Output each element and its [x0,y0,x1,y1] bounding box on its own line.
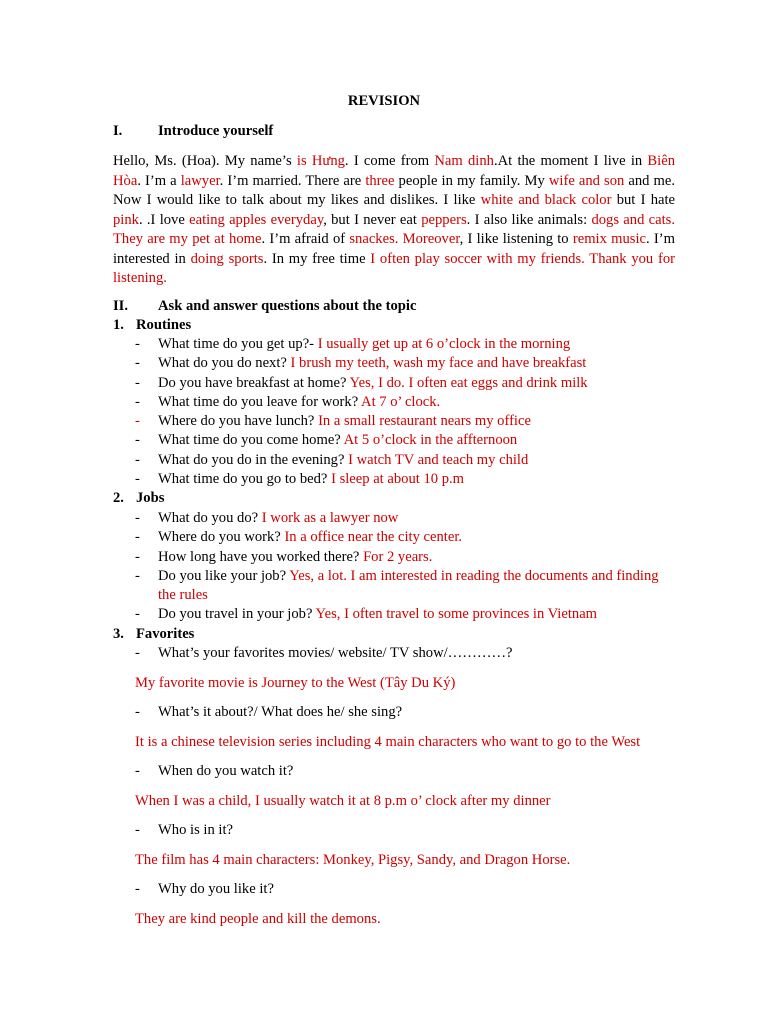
list-item [135,528,680,547]
subheading-title: Favorites [136,626,195,642]
subheading-title: Routines [136,317,192,333]
answer-text: dogs and cats. They are my pet at home [113,211,675,247]
section-heading-questions [113,297,416,317]
favorites-answer: The film has 4 main characters: Monkey, Pigsy, Sandy, and Dragon Horse. [135,852,571,868]
dash-bullet: - [135,763,140,779]
answer-text: At 5 o’clock in the affternoon [343,432,518,449]
answer-text: lawyer [180,172,220,189]
prompt-text: , I like listening to [459,231,573,247]
favorites-question [135,644,703,664]
answer-text: At 7 o’ clock. [361,393,441,410]
subheading-jobs [113,489,164,509]
prompt-text: Hello, Ms. (Hoa). My name’s [113,153,297,169]
list-item [135,431,680,450]
section-title: Ask and answer questions about the topic [158,298,417,314]
favorites-question [135,762,703,782]
prompt-text: . I’m afraid of [261,231,350,247]
list-item [135,509,680,528]
favorites-answer: It is a chinese television series including 4 main characters who want to go to the West [135,734,641,750]
question-text: What do you do? [158,510,262,526]
answer-text: white and black color [480,192,612,208]
question-text: Do you have breakfast at home? [158,374,350,391]
answer-text: I often play soccer with my friends. Thank you for listening. [113,250,675,286]
question-text: Where do you have lunch? [158,413,319,430]
answer-text: pink [113,211,139,228]
prompt-text: . I’m interested in [113,231,675,267]
answer-text: Yes, I often travel to some provinces in Vietnam [315,606,598,623]
dash-bullet: - [135,881,140,897]
answer-text: Biên Hòa [113,153,675,189]
dash-bullet: - [135,548,140,565]
prompt-text: but I hate [611,192,676,208]
question-text: Do you like your job? [158,567,290,584]
question-text: What time do you leave for work? [158,393,362,410]
dash-bullet: - [135,704,140,720]
dash-bullet: - [135,822,140,838]
question-text: What’s your favorites movies/ website/ TV show/…………? [158,645,513,661]
favorites-question [135,703,703,723]
question-text: What time do you come home? [158,432,344,449]
favorites-answer: When I was a child, I usually watch it at 8 p.m o’ clock after my dinner [135,793,551,809]
jobs-question-list [135,509,680,625]
list-item [135,605,680,624]
question-text: What’s it about?/ What does he/ she sing? [158,704,403,720]
question-text: What time do you get up?- [158,336,318,352]
list-item [135,393,680,412]
answer-text: eating apples everyday [189,211,324,228]
subheading-routines [113,316,191,336]
answer-text: snackes. Moreover [349,231,460,247]
prompt-text: and me. Now I would like to talk about my likes and dislikes. I like [113,172,675,208]
answer-text: I usually get up at 6 o’clock in the morning [317,336,571,352]
subheading-number: 3. [113,626,124,642]
answer-text: Yes, a lot. I am interested in reading the documents and finding the rules [158,567,659,604]
dash-bullet: - [135,393,140,410]
answer-text: three [365,172,395,189]
favorites-answer: My favorite movie is Journey to the West (Tây Du Ký) [135,675,456,691]
answer-text: In a office near the city center. [284,529,463,546]
page-title: REVISION [347,93,421,109]
list-item [135,470,680,489]
answer-text: I sleep at about 10 p.m [331,471,464,488]
question-text: Who is in it? [158,822,233,838]
answer-text: In a small restaurant nears my office [318,413,531,430]
routines-question-list [135,335,680,489]
answer-text: Nam dinh [434,153,494,169]
section-heading-introduce [113,122,273,142]
dash-bullet: - [135,355,140,372]
dash-bullet: - [135,374,140,391]
question-text: When do you watch it? [158,763,294,779]
list-item [135,374,680,393]
subheading-number: 2. [113,490,124,506]
question-text: Why do you like it? [158,881,274,897]
dash-bullet: - [135,606,140,623]
prompt-text: , but I never eat [323,211,422,228]
favorites-question [135,821,703,841]
question-text: What do you do in the evening? [158,451,349,468]
subheading-title: Jobs [136,490,165,506]
intro-paragraph [113,152,675,289]
question-text: How long have you worked there? [158,548,364,565]
answer-text: wife and son [548,172,625,189]
answer-text: is Hưng [296,153,345,169]
prompt-text: . I come from [344,153,435,169]
section-title: Introduce yourself [158,123,274,139]
dash-bullet: - [135,336,140,352]
answer-text: For 2 years. [363,548,433,565]
prompt-text: . I’m married. There are [219,172,366,189]
question-text: Do you travel in your job? [158,606,316,623]
list-item [135,354,680,373]
list-item [135,412,680,431]
answer-text: I watch TV and teach my child [348,451,529,468]
dash-bullet: - [135,471,140,488]
answer-text: I brush my teeth, wash my face and have breakfast [290,355,587,372]
list-item [135,567,680,606]
favorites-answer: They are kind people and kill the demons. [135,911,381,927]
answer-text: doing sports [190,250,264,267]
section-number: I. [113,123,123,139]
dash-bullet: - [135,567,140,584]
dash-bullet: - [135,413,140,430]
section-number: II. [113,298,129,314]
list-item [135,335,680,354]
dash-bullet: - [135,432,140,449]
prompt-text: . In my free time [263,250,371,267]
dash-bullet: - [135,645,140,661]
list-item [135,548,680,567]
answer-text: remix music [572,231,647,247]
subheading-number: 1. [113,317,124,333]
prompt-text: people in my family. My [394,172,549,189]
favorites-question [135,880,703,900]
prompt-text: . .I love [138,211,190,228]
dash-bullet: - [135,510,140,526]
prompt-text: . I’m a [137,172,181,189]
question-text: What do you do next? [158,355,291,372]
prompt-text: .At the moment I live in [493,153,648,169]
prompt-text: . I also like animals: [466,211,592,228]
answer-text: Yes, I do. I often eat eggs and drink milk [349,374,588,391]
list-item [135,451,680,470]
answer-text: I work as a lawyer now [261,510,399,526]
question-text: Where do you work? [158,529,285,546]
dash-bullet: - [135,529,140,546]
answer-text: peppers [421,211,467,228]
dash-bullet: - [135,451,140,468]
question-text: What time do you go to bed? [158,471,332,488]
subheading-favorites [113,625,194,645]
